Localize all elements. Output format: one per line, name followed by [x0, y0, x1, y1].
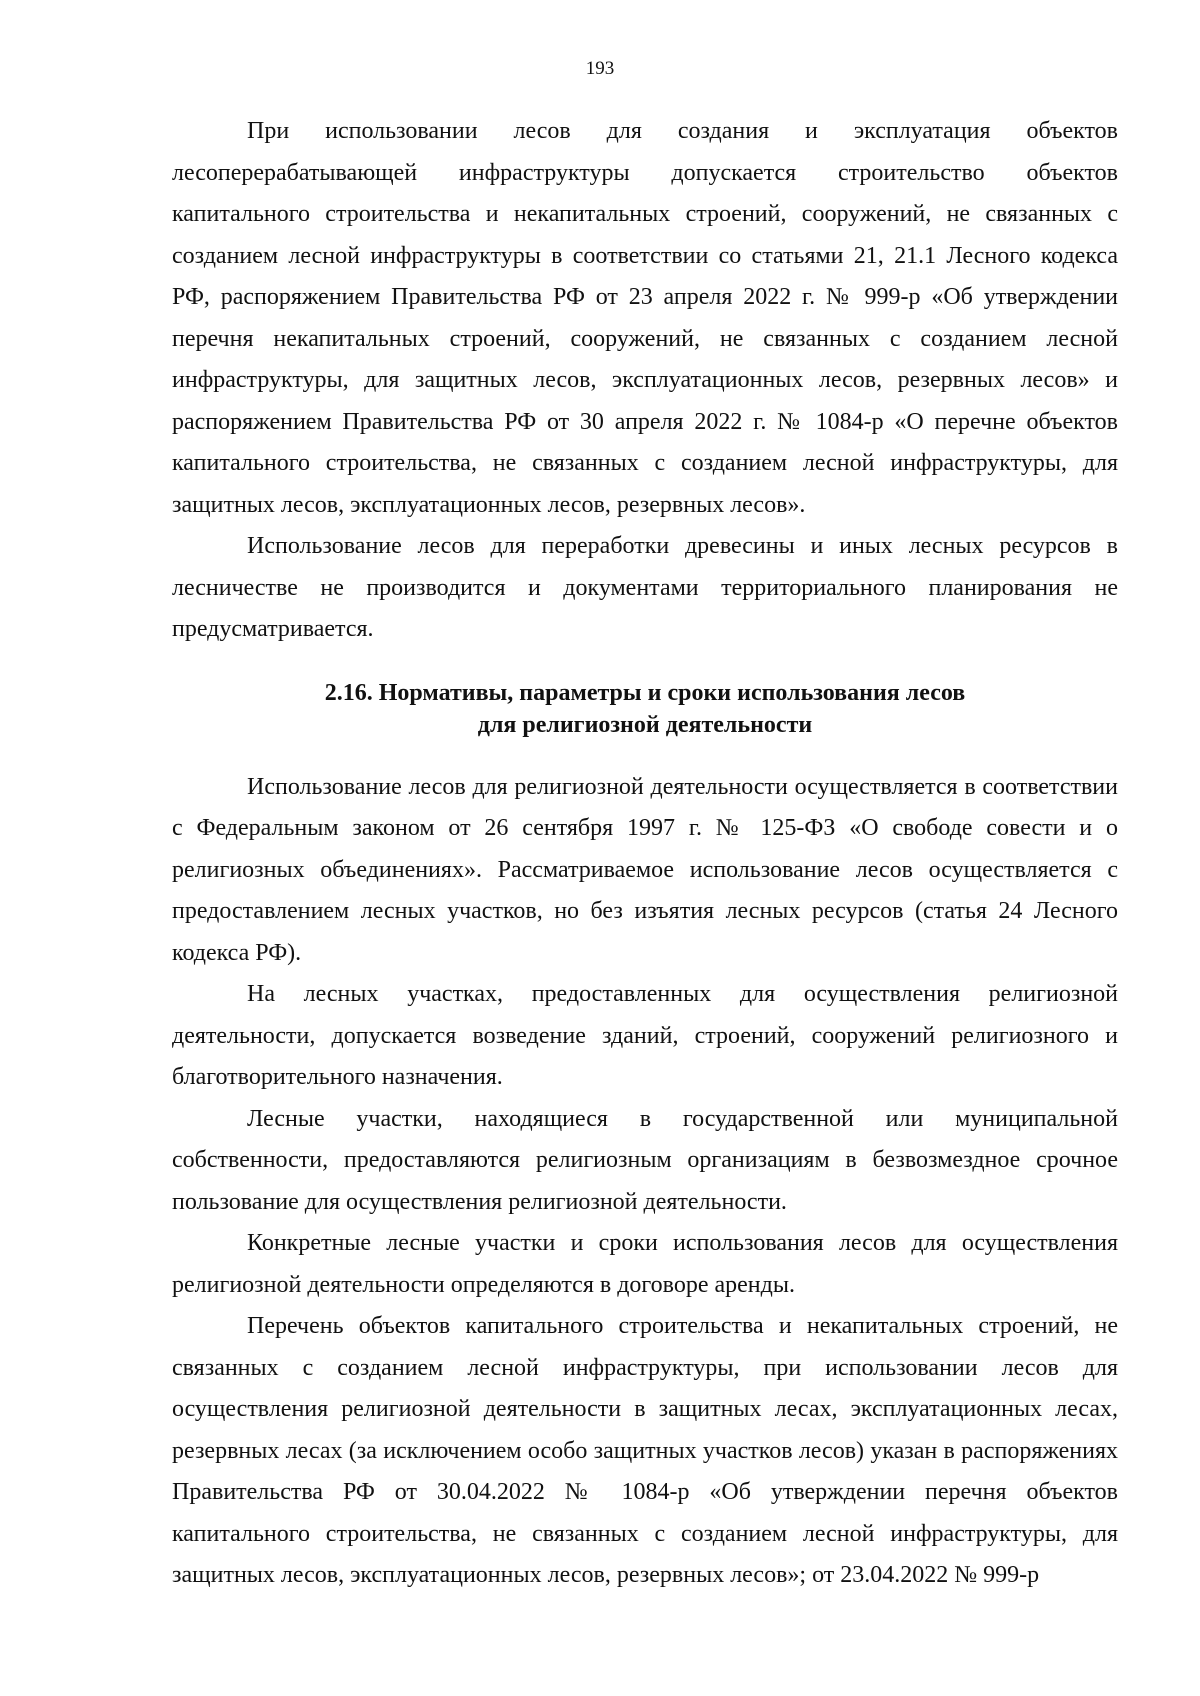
page-content	[172, 111, 1118, 1597]
section-heading-line: 2.16. Нормативы, параметры и сроки использования лесов	[324, 679, 966, 706]
section-heading	[172, 677, 1118, 741]
paragraph: При использовании лесов для создания и эксплуатация объектов лесоперерабатывающей инфраструктуры допускается строительство объектов капитального строительства и некапитальных строений, сооружений, не связанных с созданием лесной инфраструктуры в соответствии со статьями 21, 21.1 Лесного кодекса РФ, распоряжением Правительства РФ от 23 апреля 2022 г. № 999-р «Об утверждении перечня некапитальных строений, сооружений, не связанных с созданием лесной инфраструктуры, для защитных лесов, эксплуатационных лесов, резервных лесов» и распоряжением Правительства РФ от 30 апреля 2022 г. № 1084-р «О перечне объектов капитального строительства, не связанных с созданием лесной инфраструктуры, для защитных лесов, эксплуатационных лесов, резервных лесов».	[172, 118, 1118, 518]
paragraph: Конкретные лесные участки и сроки использования лесов для осуществления религиозной деятельности определяются в договоре аренды.	[172, 1230, 1118, 1298]
paragraph: На лесных участках, предоставленных для осуществления религиозной деятельности, допускается возведение зданий, строений, сооружений религиозного и благотворительного назначения.	[172, 981, 1118, 1090]
paragraph: Использование лесов для переработки древесины и иных лесных ресурсов в лесничестве не производится и документами территориального планирования не предусматривается.	[172, 533, 1118, 642]
section-heading-line: для религиозной деятельности	[477, 711, 813, 738]
paragraph: Перечень объектов капитального строительства и некапитальных строений, не связанных с созданием лесной инфраструктуры, при использовании лесов для осуществления религиозной деятельности в защитных лесах, эксплуатационных лесах, резервных лесах (за исключением особо защитных участков лесов) указан в распоряжениях Правительства РФ от 30.04.2022 № 1084-р «Об утверждении перечня объектов капитального строительства, не связанных с созданием лесной инфраструктуры, для защитных лесов, эксплуатационных лесов, резервных лесов»; от 23.04.2022 № 999-р	[172, 1313, 1118, 1588]
paragraph: Использование лесов для религиозной деятельности осуществляется в соответствии с Федеральным законом от 26 сентября 1997 г. № 125-ФЗ «О свободе совести и о религиозных объединениях». Рассматриваемое использование лесов осуществляется с предоставлением лесных участков, но без изъятия лесных ресурсов (статья 24 Лесного кодекса РФ).	[172, 773, 1118, 966]
page-number: 193	[585, 58, 615, 79]
paragraph: Лесные участки, находящиеся в государственной или муниципальной собственности, предоставляются религиозным организациям в безвозмездное срочное пользование для осуществления религиозной деятельности.	[172, 1105, 1118, 1215]
